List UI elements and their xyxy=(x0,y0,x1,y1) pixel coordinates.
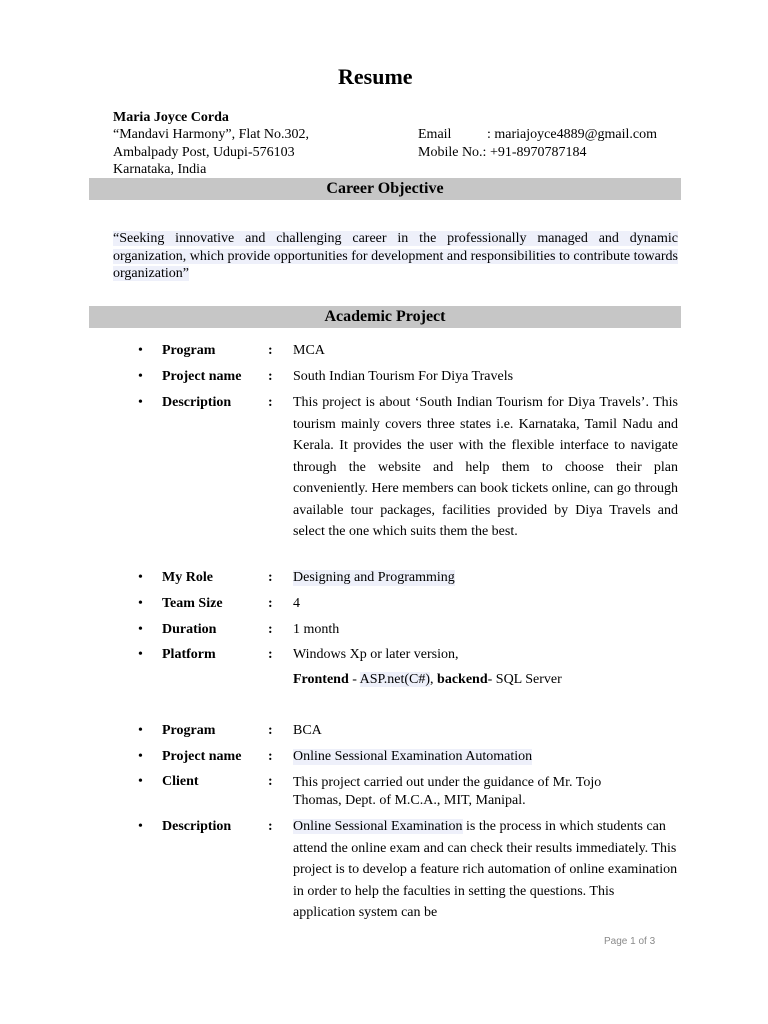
colon: : xyxy=(268,369,273,384)
career-objective-text xyxy=(113,230,678,283)
colon: : xyxy=(268,819,273,834)
mobile-number: Mobile No.: +91-8970787184 xyxy=(418,145,587,160)
applicant-name: Maria Joyce Corda xyxy=(113,110,229,125)
colon: : xyxy=(268,723,273,738)
program-value: BCA xyxy=(293,723,322,738)
my-role-label: My Role xyxy=(162,570,213,585)
colon: : xyxy=(268,570,273,585)
description-text: This project is about ‘South Indian Tourism for Diya Travels’. This tourism mainly covers three states i.e. Karnataka, Tamil Nadu and Kerala. It provides the user with the flexible interface to navigate through the website and help them to choose their plan conveniently. Here members can book tickets online, can go through available tour packages, facilities provided by Diya Travels and select the one which suits them the best. xyxy=(293,395,678,539)
frontend-value: ASP.net(C#) xyxy=(359,672,431,687)
team-size-label: Team Size xyxy=(162,596,223,611)
bullet: • xyxy=(138,622,143,637)
career-objective-heading: Career Objective xyxy=(89,178,681,200)
description-label: Description xyxy=(162,819,232,834)
page-title: Resume xyxy=(338,64,413,89)
bullet: • xyxy=(138,819,143,834)
page-number: Page 1 of 3 xyxy=(604,936,656,947)
duration-value: 1 month xyxy=(293,622,340,637)
platform-label: Platform xyxy=(162,647,216,662)
my-role-value: Designing and Programming xyxy=(293,570,455,585)
description-rest: is the process in which students can attend the online exam and can check their results immediately. This project is to develop a feature rich automation of online examination in order to help the faculties in setting the questions. This application system can be xyxy=(293,819,678,920)
project-name-value: Online Sessional Examination Automation xyxy=(293,749,533,764)
comma-separator: , xyxy=(430,672,438,687)
career-objective-sentence: “Seeking innovative and challenging career in the professionally managed and dynamic organization, which provide opportunities for development and responsibilities to contribute towards organization” xyxy=(113,231,678,281)
client-value: This project carried out under the guidance of Mr. Tojo Thomas, Dept. of M.C.A., MIT, Manipal. xyxy=(293,775,602,808)
program-label: Program xyxy=(162,723,216,738)
colon: : xyxy=(268,749,273,764)
address-line-3: Karnataka, India xyxy=(113,162,207,177)
bullet: • xyxy=(138,723,143,738)
colon: : xyxy=(268,343,273,358)
address-line-2: Ambalpady Post, Udupi-576103 xyxy=(113,145,295,160)
frontend-label: Frontend xyxy=(293,672,349,687)
bullet: • xyxy=(138,570,143,585)
bullet: • xyxy=(138,343,143,358)
email-value: : mariajoyce4889@gmail.com xyxy=(487,127,657,142)
project-name-value: South Indian Tourism For Diya Travels xyxy=(293,369,514,384)
colon: : xyxy=(268,395,273,410)
bullet: • xyxy=(138,647,143,662)
description-text xyxy=(293,816,678,924)
project-name-label: Project name xyxy=(162,369,242,384)
colon: : xyxy=(268,596,273,611)
bullet: • xyxy=(138,395,143,410)
program-label: Program xyxy=(162,343,216,358)
platform-value: Windows Xp or later version, xyxy=(293,647,459,662)
academic-project-heading: Academic Project xyxy=(89,306,681,328)
project-name-label: Project name xyxy=(162,749,242,764)
program-value: MCA xyxy=(293,343,325,358)
colon: : xyxy=(268,774,273,789)
bullet: • xyxy=(138,749,143,764)
backend-label: backend xyxy=(437,672,488,687)
colon: : xyxy=(268,622,273,637)
client-label: Client xyxy=(162,774,199,789)
duration-label: Duration xyxy=(162,622,217,637)
colon: : xyxy=(268,647,273,662)
bullet: • xyxy=(138,774,143,789)
frontend-separator: - xyxy=(348,672,360,687)
bullet: • xyxy=(138,596,143,611)
address-line-1: “Mandavi Harmony”, Flat No.302, xyxy=(113,127,309,142)
description-highlight: Online Sessional Examination xyxy=(293,819,463,834)
email-label: Email xyxy=(418,127,452,142)
description-label: Description xyxy=(162,395,232,410)
frontend-backend-line xyxy=(293,672,562,688)
bullet: • xyxy=(138,369,143,384)
team-size-value: 4 xyxy=(293,596,300,611)
backend-value: - SQL Server xyxy=(487,672,562,687)
